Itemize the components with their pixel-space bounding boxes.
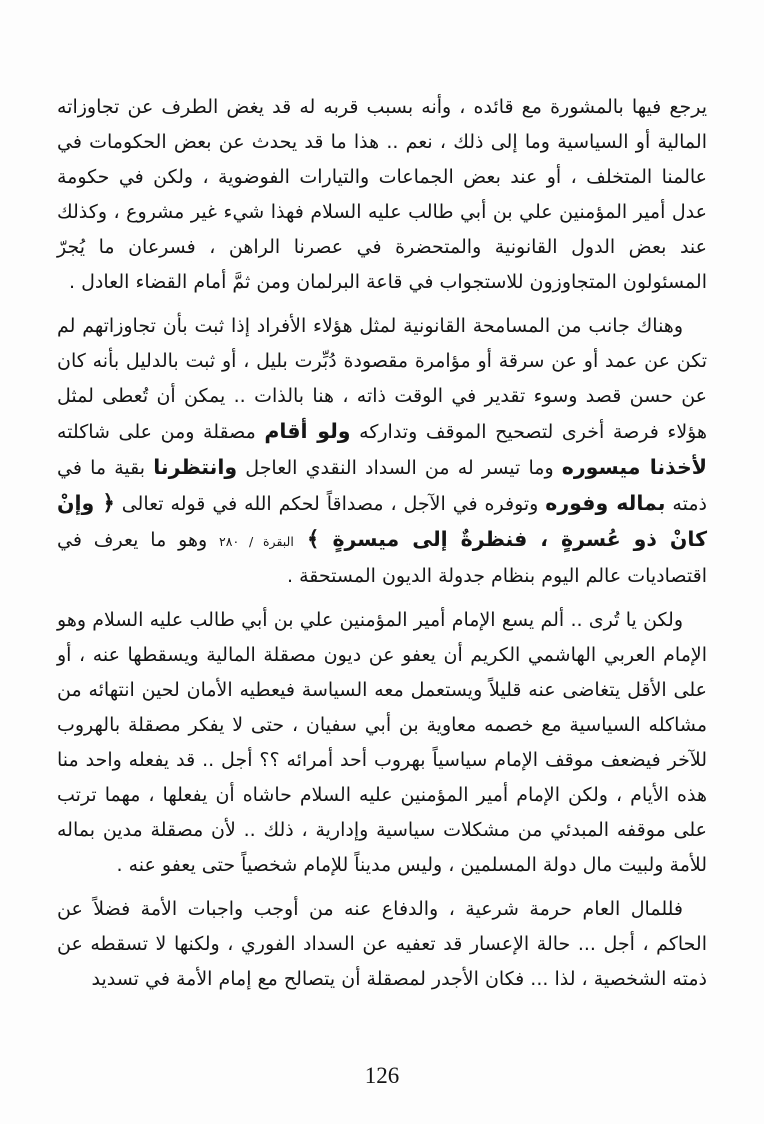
page-number: 126 xyxy=(364,1063,400,1088)
paragraph-text: بقية ما في ذمته xyxy=(57,457,707,515)
verse-reference: البقرة / ٢٨٠ xyxy=(219,534,294,549)
paragraph xyxy=(57,309,707,594)
quran-verse: وإنْ كانْ ذو عُسرةٍ ، فنظرةٌ إلى ميسرةٍ xyxy=(57,491,708,551)
paragraph xyxy=(57,892,707,997)
text-block xyxy=(57,90,707,997)
bold-phrase: وانتظرنا xyxy=(153,455,238,479)
quran-open-ornament-icon: ﴿ xyxy=(94,491,115,515)
paragraph-text: وهو ما يعرف في اقتصاديات عالم اليوم بنظام جدولة الديون المستحقة . xyxy=(57,529,707,587)
paragraph xyxy=(57,90,707,300)
paragraph-text: وما تيسر له من السداد النقدي العاجل xyxy=(237,457,562,479)
paragraph-text: يرجع فيها بالمشورة مع قائده ، وأنه بسبب قربه له قد يغض الطرف عن تجاوزاته المالية أو السياسية وما إلى ذلك ، نعم .. هذا ما قد يحدث عن بعض الحكومات في عالمنا المتخلف ، أو عند بعض الجماعات والتيارات الفوضوية ، ولكن في حكومة عدل أمير المؤمنين علي بن أبي طالب عليه السلام فهذا شيء غير مشروع ، وكذلك عند بعض الدول القانونية والمتحضرة في عصرنا الراهن ، فسرعان ما يُجرّ المسئولون المتجاوزون للاستجواب في قاعة البرلمان ومن ثمَّ أمام القضاء العادل . xyxy=(57,96,707,293)
bold-phrase: ولو أقام xyxy=(264,419,351,443)
paragraph-text: وتوفره في الآجل ، مصداقاً لحكم الله في قوله تعالى xyxy=(114,493,546,515)
paragraph-text: ولكن يا تُرى .. ألم يسع الإمام أمير المؤمنين علي بن أبي طالب عليه السلام وهو الإمام العربي الهاشمي الكريم أن يعفو عن ديون مصقلة المالية ويسقطها عنه ، أو على الأقل يتغاضى عنه قليلاً ويستعمل معه السياسة فيعطيه الأمان لحين انتهائه من مشاكله السياسية مع خصمه معاوية بن أبي سفيان ، حتى لا يفكر مصقلة بالهروب للآخر فيضعف موقف الإمام سياسياً بهروب أحد أمرائه ؟؟ أجل .. قد يفعله واحد منا هذه الأيام ، ولكن الإمام أمير المؤمنين عليه السلام حاشاه أن يفعلها ، مهما ترتب على موقفه المبدئي من مشكلات سياسية وإدارية ، ذلك .. لأن مصقلة مدين بماله للأمة ولبيت مال دولة المسلمين ، وليس مديناً للإمام شخصياً حتى يعفو عنه . xyxy=(57,609,707,876)
bold-phrase: لأخذنا ميسوره xyxy=(561,455,707,479)
paragraph-text: مصقلة ومن على شاكلته xyxy=(57,421,265,443)
paragraph-text: وهناك جانب من المسامحة القانونية لمثل هؤلاء الأفراد إذا ثبت بأن تجاوزاتهم لم تكن عن عمد أو عن سرقة أو مؤامرة مقصودة دُبِّرت بليل ، أو ثبت بالدليل بأنه كان عن حسن قصد وسوء تقدير في الوقت ذاته ، هنا بالذات .. يمكن أن تُعطى لمثل هؤلاء فرصة أخرى لتصحيح الموقف وتداركه xyxy=(57,315,707,443)
quran-close-ornament-icon: ﴾ xyxy=(293,527,333,551)
paragraph-text: فللمال العام حرمة شرعية ، والدفاع عنه من أوجب واجبات الأمة فضلاً عن الحاكم ، أجل ... حالة الإعسار قد تعفيه عن السداد الفوري ، ولكنها لا تسقطه عن ذمته الشخصية ، لذا ... فكان الأجدر لمصقلة أن يتصالح مع إمام الأمة في تسديد xyxy=(57,898,707,990)
paragraph xyxy=(57,603,707,883)
bold-phrase: بماله وفوره xyxy=(545,491,666,515)
